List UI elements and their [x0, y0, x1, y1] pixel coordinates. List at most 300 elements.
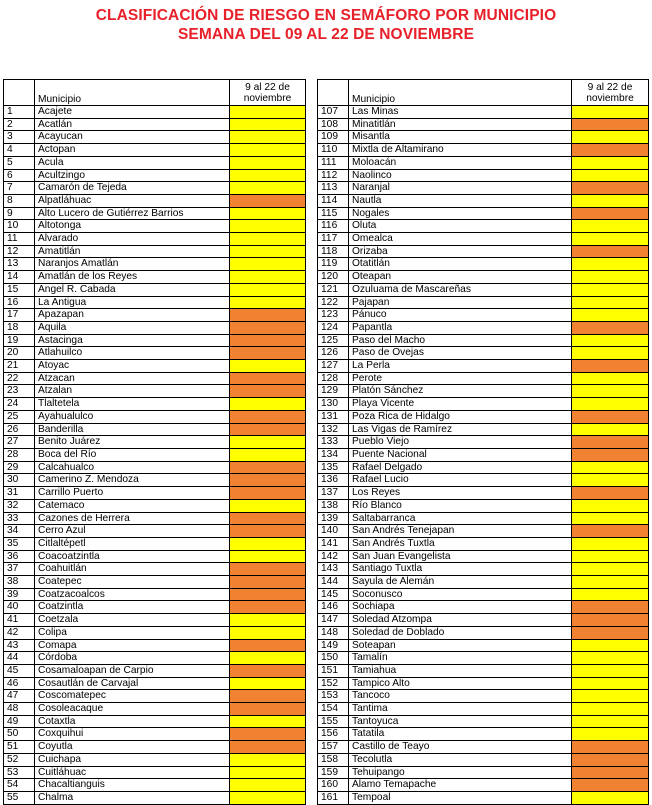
risk-color-cell	[230, 182, 306, 195]
row-number: 46	[4, 677, 35, 690]
row-number: 33	[4, 512, 35, 525]
risk-color-cell	[572, 550, 649, 563]
row-number: 131	[318, 410, 349, 423]
risk-color-cell	[230, 652, 306, 665]
table-row	[4, 448, 306, 461]
row-number: 145	[318, 588, 349, 601]
municipio-name: Chacaltianguis	[35, 779, 230, 792]
municipio-name: Ayahualulco	[35, 410, 230, 423]
risk-color-cell	[230, 499, 306, 512]
row-number: 20	[4, 347, 35, 360]
municipio-name: Camarón de Tejeda	[35, 182, 230, 195]
table-row	[4, 487, 306, 500]
row-number: 144	[318, 576, 349, 589]
risk-table-left	[3, 79, 306, 805]
table-row	[318, 118, 649, 131]
row-number: 41	[4, 614, 35, 627]
municipio-name: Altotonga	[35, 220, 230, 233]
municipio-name: Coetzala	[35, 614, 230, 627]
municipio-name: Actopan	[35, 144, 230, 157]
risk-color-cell	[230, 245, 306, 258]
table-row	[318, 715, 649, 728]
municipio-name: Atzacan	[35, 372, 230, 385]
row-number: 135	[318, 461, 349, 474]
risk-color-cell	[572, 245, 649, 258]
municipio-name: Moloacán	[349, 156, 572, 169]
table-row	[4, 245, 306, 258]
table-row	[318, 156, 649, 169]
table-row	[318, 258, 649, 271]
row-number: 134	[318, 448, 349, 461]
risk-color-cell	[572, 728, 649, 741]
row-number: 109	[318, 131, 349, 144]
municipio-name: Playa Vicente	[349, 398, 572, 411]
risk-color-cell	[572, 398, 649, 411]
risk-color-cell	[230, 639, 306, 652]
municipio-name: Mixtla de Altamirano	[349, 144, 572, 157]
risk-color-cell	[572, 448, 649, 461]
risk-color-cell	[230, 487, 306, 500]
municipio-name: Soledad Atzompa	[349, 614, 572, 627]
risk-color-cell	[572, 576, 649, 589]
risk-color-cell	[230, 512, 306, 525]
row-number: 156	[318, 728, 349, 741]
row-number: 125	[318, 334, 349, 347]
table-row	[318, 131, 649, 144]
risk-color-cell	[572, 423, 649, 436]
table-row	[4, 398, 306, 411]
table-body-left	[4, 106, 306, 805]
row-number: 137	[318, 487, 349, 500]
municipio-name: Atlahuilco	[35, 347, 230, 360]
row-number: 4	[4, 144, 35, 157]
risk-color-cell	[230, 741, 306, 754]
municipio-name: Coatzintla	[35, 601, 230, 614]
row-number: 159	[318, 766, 349, 779]
row-number: 29	[4, 461, 35, 474]
risk-color-cell	[572, 677, 649, 690]
risk-color-cell	[230, 537, 306, 550]
municipio-name: Oteapan	[349, 271, 572, 284]
risk-color-cell	[572, 512, 649, 525]
risk-color-cell	[572, 753, 649, 766]
municipio-name: Otatitlán	[349, 258, 572, 271]
municipio-name: Calcahualco	[35, 461, 230, 474]
table-row	[318, 461, 649, 474]
table-row	[4, 474, 306, 487]
table-row	[4, 309, 306, 322]
risk-color-cell	[230, 220, 306, 233]
municipio-name: Atoyac	[35, 360, 230, 373]
table-row	[4, 258, 306, 271]
municipio-name: Río Blanco	[349, 499, 572, 512]
row-number: 132	[318, 423, 349, 436]
header-semana-line2: noviembre	[586, 92, 634, 104]
risk-color-cell	[572, 194, 649, 207]
municipio-name: Tantima	[349, 703, 572, 716]
row-number: 55	[4, 791, 35, 804]
risk-color-cell	[230, 436, 306, 449]
table-row	[4, 360, 306, 373]
municipio-name: Amatitlán	[35, 245, 230, 258]
municipio-name: Minatitlán	[349, 118, 572, 131]
row-number: 9	[4, 207, 35, 220]
risk-color-cell	[230, 271, 306, 284]
municipio-name: Nautla	[349, 194, 572, 207]
risk-color-cell	[230, 385, 306, 398]
table-row	[318, 487, 649, 500]
table-row	[318, 652, 649, 665]
risk-color-cell	[230, 563, 306, 576]
municipio-name: Orizaba	[349, 245, 572, 258]
row-number: 6	[4, 169, 35, 182]
municipio-name: San Andrés Tuxtla	[349, 537, 572, 550]
municipio-name: Platón Sánchez	[349, 385, 572, 398]
municipio-name: Córdoba	[35, 652, 230, 665]
table-row	[318, 106, 649, 119]
row-number: 54	[4, 779, 35, 792]
municipio-name: Soledad de Doblado	[349, 626, 572, 639]
table-row	[4, 652, 306, 665]
municipio-name: Acula	[35, 156, 230, 169]
municipio-name: Tehuipango	[349, 766, 572, 779]
row-number: 123	[318, 309, 349, 322]
table-row	[318, 550, 649, 563]
row-number: 139	[318, 512, 349, 525]
risk-color-cell	[572, 283, 649, 296]
row-number: 149	[318, 639, 349, 652]
municipio-name: Aquila	[35, 321, 230, 334]
municipio-name: Sochiapa	[349, 601, 572, 614]
risk-color-cell	[572, 664, 649, 677]
municipio-name: Coxquihui	[35, 728, 230, 741]
table-row	[4, 334, 306, 347]
table-row	[318, 474, 649, 487]
risk-color-cell	[230, 410, 306, 423]
row-number: 37	[4, 563, 35, 576]
row-number: 116	[318, 220, 349, 233]
row-number: 143	[318, 563, 349, 576]
municipio-name: Nogales	[349, 207, 572, 220]
row-number: 110	[318, 144, 349, 157]
municipio-name: Acatlán	[35, 118, 230, 131]
risk-color-cell	[572, 258, 649, 271]
table-row	[318, 372, 649, 385]
row-number: 22	[4, 372, 35, 385]
municipio-name: Cerro Azul	[35, 525, 230, 538]
table-row	[318, 499, 649, 512]
table-row	[318, 169, 649, 182]
municipio-name: Tlaltetela	[35, 398, 230, 411]
row-number: 43	[4, 639, 35, 652]
municipio-name: Tampico Alto	[349, 677, 572, 690]
row-number: 28	[4, 448, 35, 461]
table-row	[318, 614, 649, 627]
risk-color-cell	[230, 791, 306, 804]
municipio-name: Rafael Delgado	[349, 461, 572, 474]
municipio-name: Las Vigas de Ramírez	[349, 423, 572, 436]
municipio-name: Paso de Ovejas	[349, 347, 572, 360]
municipio-name: La Antigua	[35, 296, 230, 309]
table-row	[4, 576, 306, 589]
municipio-name: Acultzingo	[35, 169, 230, 182]
risk-color-cell	[230, 753, 306, 766]
row-number: 160	[318, 779, 349, 792]
risk-color-cell	[572, 652, 649, 665]
risk-color-cell	[230, 258, 306, 271]
table-row	[318, 690, 649, 703]
risk-color-cell	[572, 334, 649, 347]
row-number: 51	[4, 741, 35, 754]
risk-color-cell	[230, 296, 306, 309]
municipio-name: Coatepec	[35, 576, 230, 589]
row-number: 3	[4, 131, 35, 144]
risk-color-cell	[230, 283, 306, 296]
risk-color-cell	[230, 321, 306, 334]
municipio-name: San Andrés Tenejapan	[349, 525, 572, 538]
municipio-name: Poza Rica de Hidalgo	[349, 410, 572, 423]
municipio-name: Coahuitlán	[35, 563, 230, 576]
table-row	[4, 131, 306, 144]
risk-color-cell	[572, 525, 649, 538]
municipio-name: Omealca	[349, 233, 572, 246]
risk-color-cell	[230, 448, 306, 461]
row-number: 14	[4, 271, 35, 284]
table-row	[4, 550, 306, 563]
risk-color-cell	[572, 106, 649, 119]
table-row	[318, 588, 649, 601]
municipio-name: Naolinco	[349, 169, 572, 182]
row-number: 34	[4, 525, 35, 538]
row-number: 16	[4, 296, 35, 309]
table-row	[318, 753, 649, 766]
municipio-name: Naranjal	[349, 182, 572, 195]
municipio-name: Los Reyes	[349, 487, 572, 500]
row-number: 117	[318, 233, 349, 246]
municipio-name: Sayula de Alemán	[349, 576, 572, 589]
risk-color-cell	[572, 207, 649, 220]
municipio-name: Coyutla	[35, 741, 230, 754]
table-row	[318, 283, 649, 296]
row-number: 30	[4, 474, 35, 487]
table-row	[318, 664, 649, 677]
table-row	[318, 144, 649, 157]
row-number: 124	[318, 321, 349, 334]
row-number: 136	[318, 474, 349, 487]
risk-color-cell	[572, 372, 649, 385]
table-row	[318, 271, 649, 284]
municipio-name: San Juan Evangelista	[349, 550, 572, 563]
risk-color-cell	[230, 156, 306, 169]
table-row	[4, 703, 306, 716]
risk-color-cell	[230, 118, 306, 131]
row-number: 140	[318, 525, 349, 538]
row-number: 48	[4, 703, 35, 716]
table-row	[318, 677, 649, 690]
municipio-name: Colipa	[35, 626, 230, 639]
table-row	[4, 194, 306, 207]
row-number: 21	[4, 360, 35, 373]
row-number: 50	[4, 728, 35, 741]
risk-color-cell	[230, 474, 306, 487]
municipio-name: Carrillo Puerto	[35, 487, 230, 500]
table-row	[318, 779, 649, 792]
row-number: 126	[318, 347, 349, 360]
risk-color-cell	[572, 360, 649, 373]
risk-color-cell	[572, 626, 649, 639]
risk-color-cell	[572, 144, 649, 157]
risk-color-cell	[572, 766, 649, 779]
table-row	[4, 283, 306, 296]
row-number: 15	[4, 283, 35, 296]
risk-color-cell	[230, 664, 306, 677]
table-row	[318, 728, 649, 741]
table-row	[318, 639, 649, 652]
table-body-right	[318, 106, 649, 805]
table-row	[4, 296, 306, 309]
risk-color-cell	[230, 703, 306, 716]
row-number: 5	[4, 156, 35, 169]
risk-color-cell	[230, 779, 306, 792]
municipio-name: Atzalan	[35, 385, 230, 398]
risk-color-cell	[230, 309, 306, 322]
risk-color-cell	[572, 169, 649, 182]
table-row	[4, 766, 306, 779]
risk-color-cell	[572, 563, 649, 576]
table-row	[318, 385, 649, 398]
municipio-name: Tatatila	[349, 728, 572, 741]
row-number: 155	[318, 715, 349, 728]
table-header-row	[318, 80, 649, 106]
municipio-name: Paso del Macho	[349, 334, 572, 347]
row-number: 142	[318, 550, 349, 563]
table-row	[318, 626, 649, 639]
table-row	[318, 398, 649, 411]
risk-color-cell	[230, 398, 306, 411]
municipio-name: Pajapan	[349, 296, 572, 309]
municipio-name: Santiago Tuxtla	[349, 563, 572, 576]
table-row	[4, 512, 306, 525]
municipio-name: Tempoal	[349, 791, 572, 804]
risk-color-cell	[572, 474, 649, 487]
municipio-name: Camerino Z. Mendoza	[35, 474, 230, 487]
risk-color-cell	[230, 677, 306, 690]
row-number: 130	[318, 398, 349, 411]
risk-color-cell	[572, 588, 649, 601]
municipio-name: Coatzacoalcos	[35, 588, 230, 601]
row-number: 127	[318, 360, 349, 373]
municipio-name: Tantoyuca	[349, 715, 572, 728]
municipio-name: Acajete	[35, 106, 230, 119]
table-row	[4, 182, 306, 195]
table-row	[318, 436, 649, 449]
row-number: 23	[4, 385, 35, 398]
document-title: CLASIFICACIÓN DE RIESGO EN SEMÁFORO POR MUNICIPIO	[95, 7, 557, 24]
municipio-name: Papantla	[349, 321, 572, 334]
row-number: 150	[318, 652, 349, 665]
municipio-name: Pueblo Viejo	[349, 436, 572, 449]
risk-color-cell	[572, 156, 649, 169]
table-row	[4, 144, 306, 157]
row-number: 18	[4, 321, 35, 334]
municipio-name: Astacinga	[35, 334, 230, 347]
row-number: 38	[4, 576, 35, 589]
table-row	[4, 639, 306, 652]
row-number: 32	[4, 499, 35, 512]
table-row	[318, 207, 649, 220]
risk-color-cell	[572, 436, 649, 449]
table-row	[4, 753, 306, 766]
municipio-name: Alto Lucero de Gutiérrez Barrios	[35, 207, 230, 220]
row-number: 115	[318, 207, 349, 220]
row-number: 7	[4, 182, 35, 195]
row-number: 141	[318, 537, 349, 550]
table-row	[4, 156, 306, 169]
table-row	[4, 601, 306, 614]
risk-color-cell	[572, 309, 649, 322]
municipio-name: Tamiahua	[349, 664, 572, 677]
row-number: 42	[4, 626, 35, 639]
risk-color-cell	[572, 296, 649, 309]
risk-color-cell	[572, 639, 649, 652]
municipio-name: Acayucan	[35, 131, 230, 144]
row-number: 138	[318, 499, 349, 512]
risk-color-cell	[230, 690, 306, 703]
risk-color-cell	[572, 321, 649, 334]
table-header-row	[4, 80, 306, 106]
table-row	[4, 118, 306, 131]
table-row	[318, 563, 649, 576]
municipio-name: Las Minas	[349, 106, 572, 119]
table-row	[318, 360, 649, 373]
municipio-name: Álamo Temapache	[349, 779, 572, 792]
table-row	[4, 525, 306, 538]
risk-table-right	[317, 79, 649, 805]
table-row	[4, 347, 306, 360]
table-row	[4, 169, 306, 182]
risk-color-cell	[230, 207, 306, 220]
row-number: 11	[4, 233, 35, 246]
row-number: 12	[4, 245, 35, 258]
header-semana	[230, 80, 306, 106]
row-number: 122	[318, 296, 349, 309]
table-row	[4, 220, 306, 233]
municipio-name: Apazapan	[35, 309, 230, 322]
row-number: 39	[4, 588, 35, 601]
row-number: 152	[318, 677, 349, 690]
municipio-name: Banderilla	[35, 423, 230, 436]
table-row	[4, 271, 306, 284]
row-number: 49	[4, 715, 35, 728]
table-row	[4, 677, 306, 690]
risk-color-cell	[230, 194, 306, 207]
municipio-name: Tancoco	[349, 690, 572, 703]
header-semana-line2: noviembre	[243, 92, 292, 104]
risk-color-cell	[572, 715, 649, 728]
risk-color-cell	[572, 487, 649, 500]
municipio-name: Cuichapa	[35, 753, 230, 766]
table-row	[318, 703, 649, 716]
municipio-name: Ozuluama de Mascareñas	[349, 283, 572, 296]
risk-color-cell	[230, 626, 306, 639]
header-municipio: Municipio	[35, 80, 230, 106]
risk-color-cell	[230, 423, 306, 436]
risk-color-cell	[572, 233, 649, 246]
row-number: 1	[4, 106, 35, 119]
risk-color-cell	[230, 614, 306, 627]
table-row	[318, 334, 649, 347]
table-row	[4, 779, 306, 792]
